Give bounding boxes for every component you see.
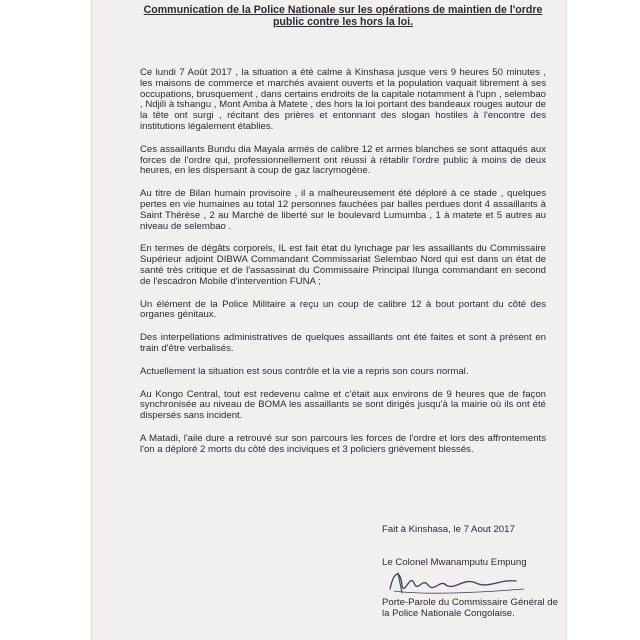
- place-date: Fait à Kinshasa, le 7 Aout 2017: [382, 524, 515, 535]
- paragraph: Au Kongo Central, tout est redevenu calme et c'était aux environs de 9 heures que de façon synchronisée au niveau de BOMA les assaillants se sont dirigés jusqu'à la mairie où ils ont été dispersés sans incident.: [140, 388, 546, 422]
- paragraph: Ce lundi 7 Août 2017 , la situation a été calme à Kinshasa jusque vers 9 heures 50 minutes , les maisons de commerce et marchés avaient ouverts et la population vaquait librement à ses occupations, brusquement , dans certains endroits de la capitale notamment à l'upn , selembao , Ndjili à tshangu , Mont Amba à Matete , des hors la loi portant des bandeaux rouges autour de la tête ont surgi , récitant des prières et entonnant des slogan hostiles à l'encontre des institutions légalement établies.: [140, 67, 546, 132]
- paragraph: En termes de dégâts corporels, IL est fait état du lynchage par les assaillants du Commissaire Supérieur adjoint DIBWA Commandant Commissariat Selembao Nord qui est dans un état de santé très critique et de l'assassinat du Commissaire Principal Ilunga commandant en second de l'escadron Mobile d'intervention FUNA ;: [140, 243, 546, 287]
- document-body: [140, 4, 546, 468]
- document-title: Communication de la Police Nationale sur les opérations de maintien de l'ordre public contre les hors la loi.: [143, 4, 543, 28]
- paragraph: A Matadi, l'aile dure a retrouvé sur son parcours les forces de l'ordre et lors des affrontements l'on a déploré 2 morts du côté des inciviques et 3 policiers grièvement blessés.: [140, 432, 546, 455]
- paragraph: Un élément de la Police Militaire a reçu un coup de calibre 12 à bout portant du côté des organes génitaux.: [140, 298, 546, 321]
- document-page: [92, 0, 566, 640]
- officer-name: Le Colonel Mwanamputu Empung: [382, 557, 527, 568]
- handwritten-signature: [384, 563, 534, 599]
- paragraph: Des interpellations administratives de quelques assaillants ont été faites et sont à présent en train d'être verbalisés.: [140, 332, 546, 354]
- role-line-1: Porte-Parole du Commissaire Général de: [382, 597, 558, 608]
- role-line-2: la Police Nationale Congolaise.: [382, 608, 515, 619]
- paragraph: Actuellement la situation est sous contrôle et la vie a repris son cours normal.: [140, 365, 469, 377]
- paragraph: Au titre de Bilan humain provisoire , il a malheureusement été déploré à ce stade , quelques pertes en vie humaines au total 12 personnes fauchées par balles perdues dont 4 assaillants à Saint Thérèse , 2 au Marché de liberté sur le boulevard Lumumba , 1 à matete et 5 autres au niveau de selembao .: [140, 188, 546, 232]
- paragraph: Ces assaillants Bundu dia Mayala armés de calibre 12 et armes blanches se sont attaqués aux forces de l'ordre qui, professionnellement ont réussi à rétablir l'ordre public à moins de deux heures, en les dispersant à coup de gaz lacrymogène.: [140, 143, 546, 177]
- officer-role: [382, 597, 566, 619]
